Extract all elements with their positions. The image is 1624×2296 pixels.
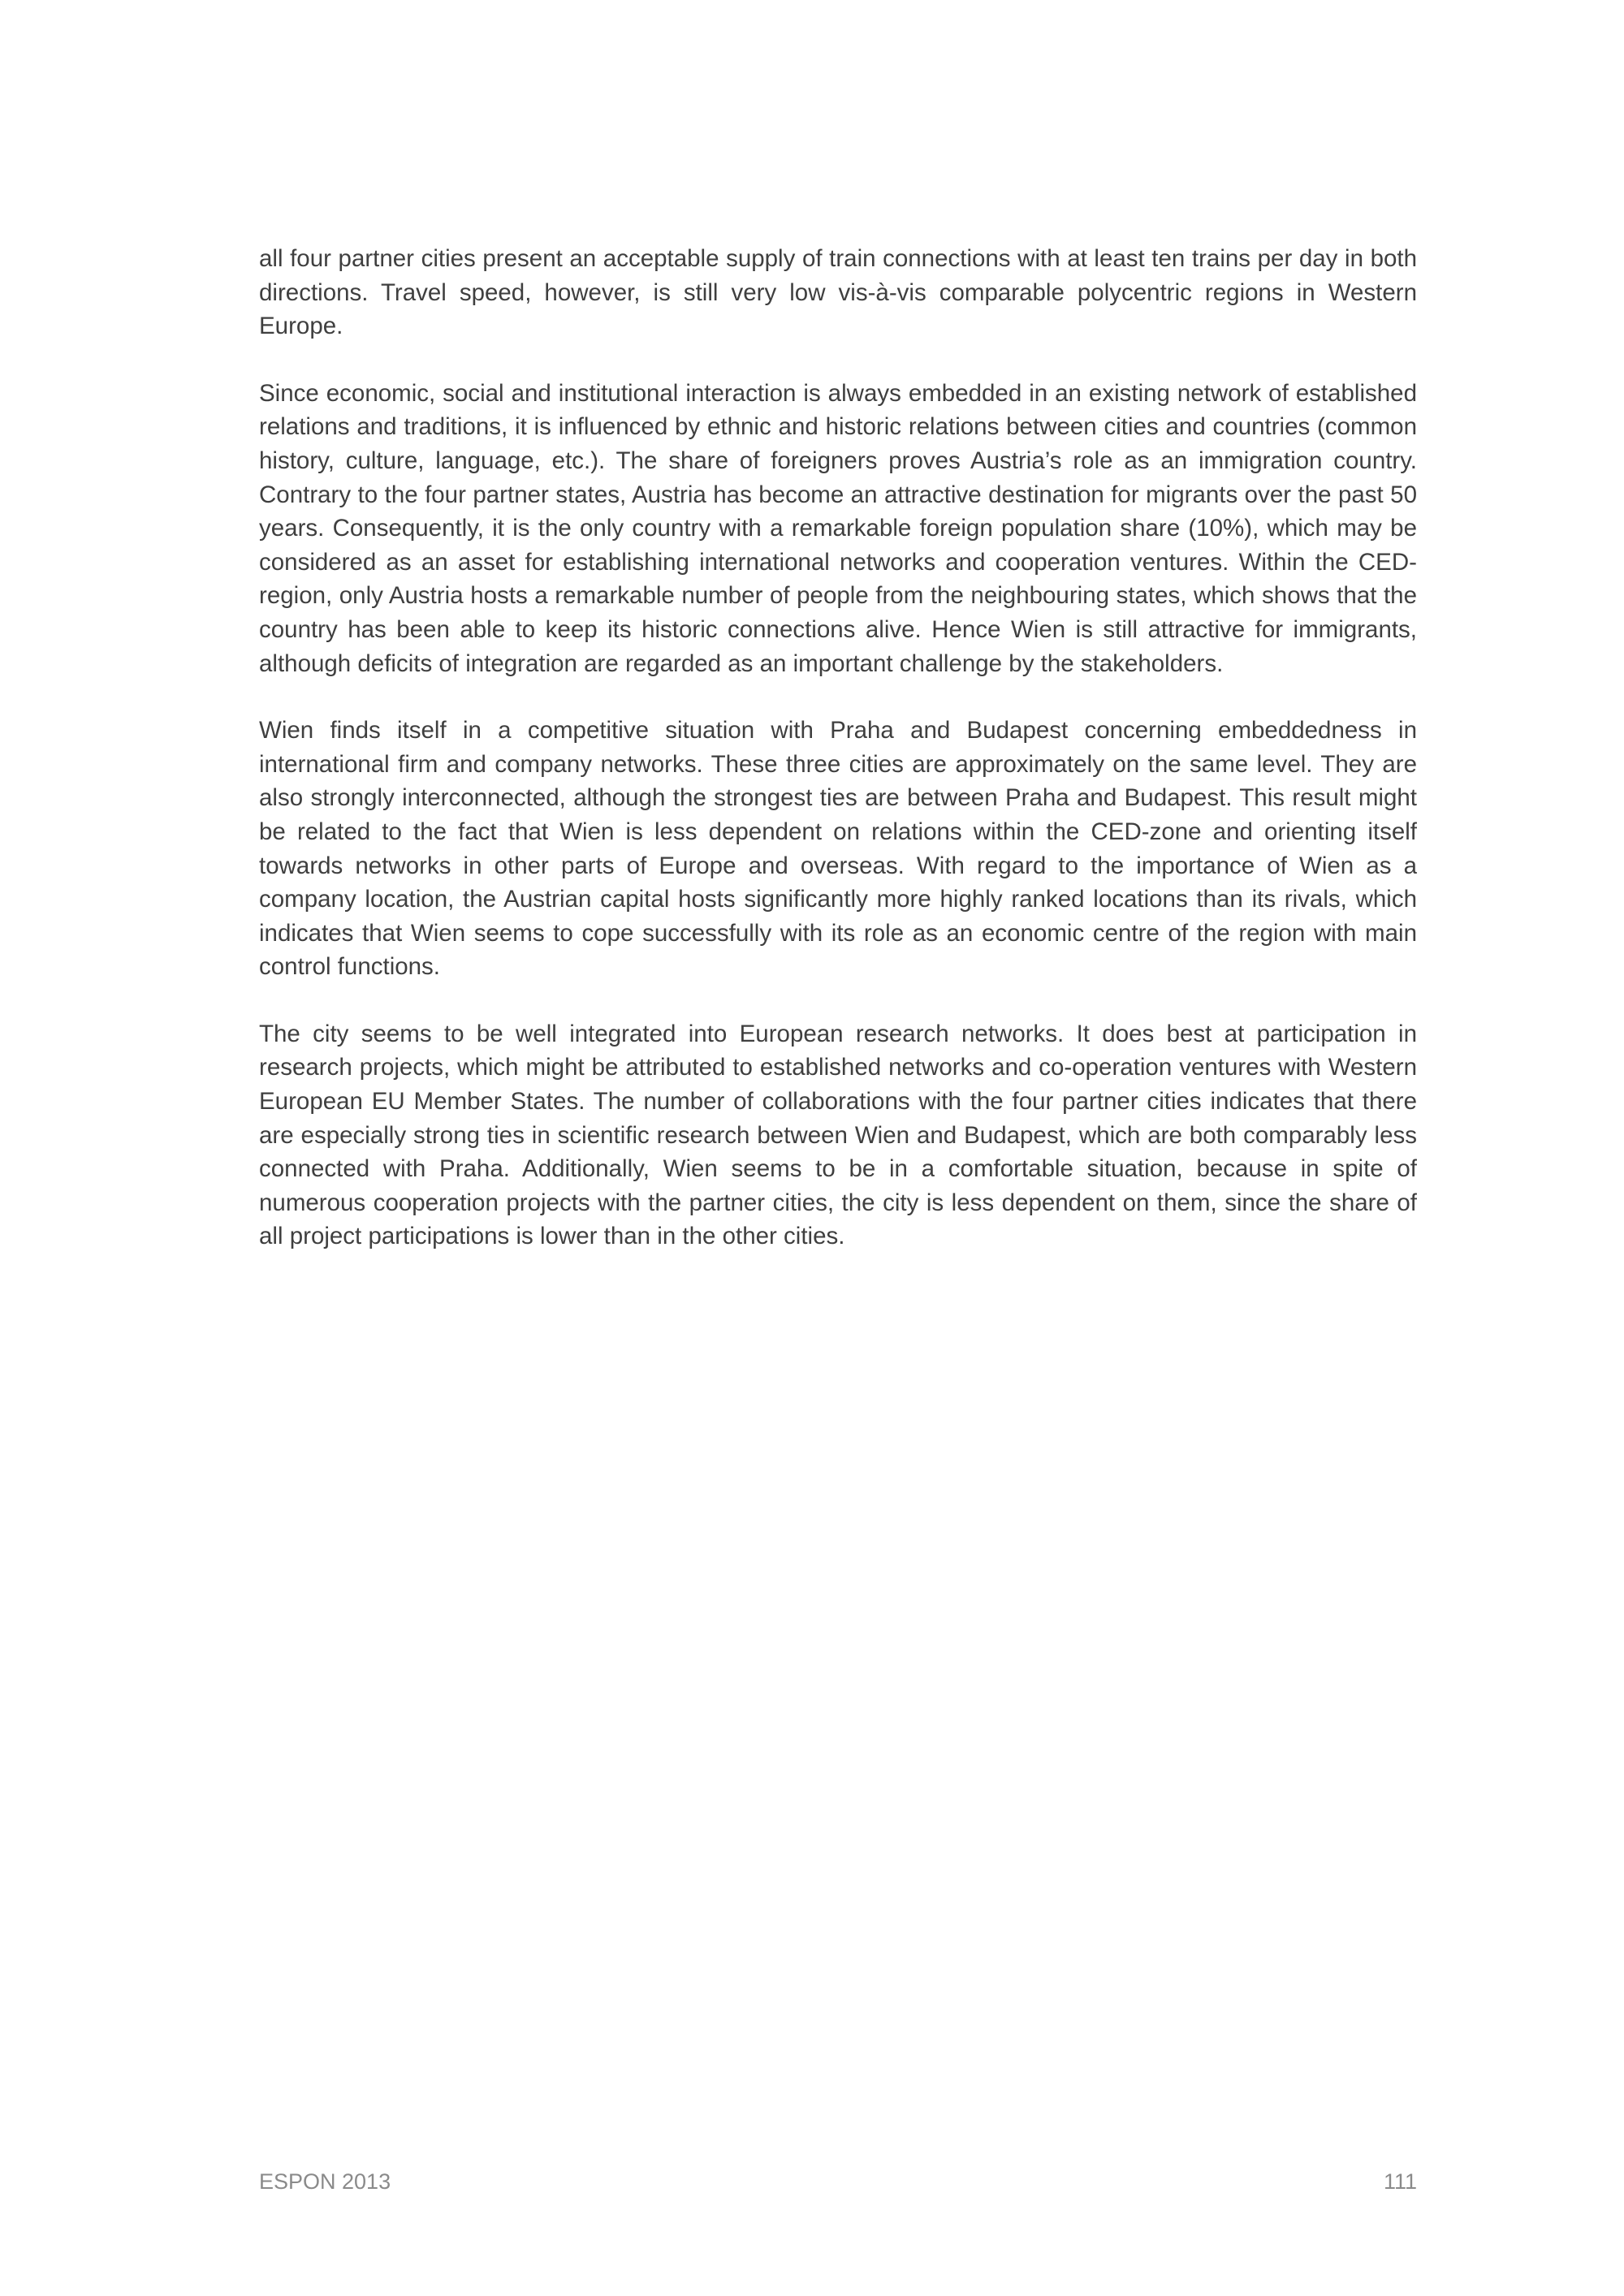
footer-page-number: 111: [1383, 2169, 1417, 2194]
footer-publication-label: ESPON 2013: [259, 2169, 391, 2194]
paragraph-ethnic-historic-relations: Since economic, social and institutional interaction is always embedded in an existing network of established relations and traditions, it is influenced by ethnic and historic relations between cities and countries (common history, culture, language, etc.). The share of foreigners proves Austria’s role as an immigration country. Contrary to the four partner states, Austria has become an attractive destination for migrants over the past 50 years. Consequently, it is the only country with a remarkable foreign population share (10%), which may be considered as an asset for establishing international networks and cooperation ventures. Within the CED-region, only Austria hosts a remarkable number of people from the neighbouring states, which shows that the country has been able to keep its historic connections alive. Hence Wien is still attractive for immigrants, although deficits of integration are regarded as an important challenge by the stakeholders.: [259, 379, 1417, 677]
document-body: [259, 242, 1417, 1287]
page-footer: [259, 2169, 1417, 2202]
paragraph-research-networks: The city seems to be well integrated into European research networks. It does best at participation in research projects, which might be attributed to established networks and co-operation ventures with Western European EU Member States. The number of collaborations with the four partner cities indicates that there are especially strong ties in scientific research between Wien and Budapest, which are both comparably less connected with Praha. Additionally, Wien seems to be in a comfortable situation, because in spite of numerous cooperation projects with the partner cities, the city is less dependent on them, since the share of all project participations is lower than in the other cities.: [259, 1020, 1417, 1250]
paragraph-company-networks: Wien finds itself in a competitive situation with Praha and Budapest concerning embeddedness in international firm and company networks. These three cities are approximately on the same level. They are also strongly interconnected, although the strongest ties are between Praha and Budapest. This result might be related to the fact that Wien is less dependent on relations within the CED-zone and orienting itself towards networks in other parts of Europe and overseas. With regard to the importance of Wien as a company location, the Austrian capital hosts significantly more highly ranked locations than its rivals, which indicates that Wien seems to cope successfully with its role as an economic centre of the region with main control functions.: [259, 717, 1417, 981]
paragraph-train-connections: all four partner cities present an acceptable supply of train connections with at least ten trains per day in both directions. Travel speed, however, is still very low vis-à-vis comparable polycentric regions in Western Europe.: [259, 245, 1417, 340]
